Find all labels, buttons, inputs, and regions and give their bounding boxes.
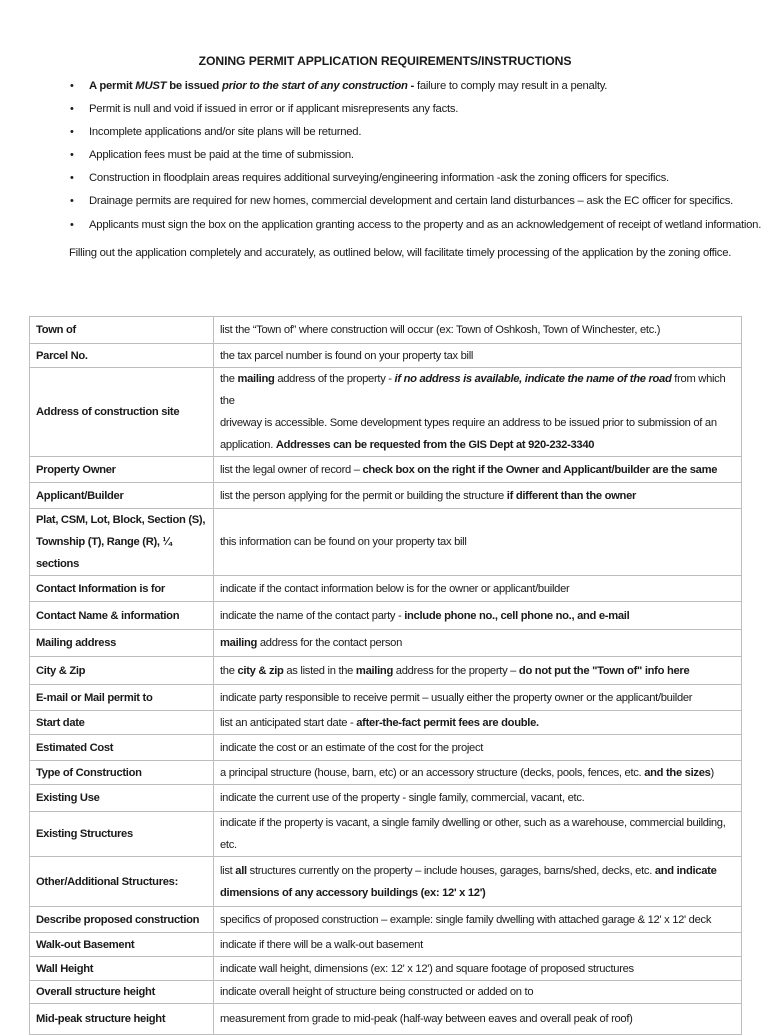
row-label: Overall structure height: [30, 981, 214, 1004]
row-label: Town of: [30, 317, 214, 344]
row-description: the city & zip as listed in the mailing address for the property – do not put the "Town of" info here: [214, 657, 742, 685]
table-row: [30, 981, 742, 1004]
row-description: measurement from grade to mid-peak (half-way between eaves and overall peak of roof): [214, 1004, 742, 1035]
row-description: indicate wall height, dimensions (ex: 12' x 12') and square footage of proposed structures: [214, 957, 742, 981]
table-row: [30, 933, 742, 957]
list-item: • Permit is null and void if issued in error or if applicant misrepresents any facts.: [70, 100, 760, 123]
row-description: indicate the cost or an estimate of the cost for the project: [214, 735, 742, 761]
table-row: [30, 685, 742, 711]
row-description: indicate the current use of the property - single family, commercial, vacant, etc.: [214, 785, 742, 812]
list-item: • A permit MUST be issued prior to the start of any construction - failure to comply may result in a penalty.: [70, 77, 760, 100]
row-description: indicate if the contact information below is for the owner or applicant/builder: [214, 576, 742, 602]
row-label: Parcel No.: [30, 344, 214, 368]
row-label: Applicant/Builder: [30, 483, 214, 509]
requirements-table: [29, 316, 742, 1035]
table-row: [30, 735, 742, 761]
bullet-icon: •: [70, 218, 74, 231]
table-row: [30, 576, 742, 602]
row-description: indicate party responsible to receive permit – usually either the property owner or the applicant/builder: [214, 685, 742, 711]
bullet-icon: •: [70, 195, 74, 208]
table-row: [30, 761, 742, 785]
row-label: Contact Information is for: [30, 576, 214, 602]
row-label: Existing Use: [30, 785, 214, 812]
table-row: [30, 602, 742, 630]
table-row: [30, 457, 742, 483]
row-description: indicate overall height of structure being constructed or added on to: [214, 981, 742, 1004]
row-label: Other/Additional Structures:: [30, 857, 214, 907]
row-label: Existing Structures: [30, 812, 214, 857]
bullet-icon: •: [70, 80, 74, 92]
row-label: Mailing address: [30, 630, 214, 657]
list-item: • Applicants must sign the box on the application granting access to the property and as an acknowledgement of receipt of wetland information.: [70, 216, 760, 239]
table-row: [30, 509, 742, 576]
row-label: Address of construction site: [30, 368, 214, 457]
table-row: [30, 630, 742, 657]
row-label: E-mail or Mail permit to: [30, 685, 214, 711]
list-item: • Construction in floodplain areas requires additional surveying/engineering information -ask the zoning officers for specifics.: [70, 169, 760, 192]
row-label: City & Zip: [30, 657, 214, 685]
row-label: Plat, CSM, Lot, Block, Section (S), Township (T), Range (R), ¼ sections: [30, 509, 214, 576]
list-item: • Drainage permits are required for new homes, commercial development and certain land disturbances – ask the EC officer for specifics.: [70, 192, 760, 215]
row-label: Estimated Cost: [30, 735, 214, 761]
intro-paragraph: Filling out the application completely and accurately, as outlined below, will facilitate timely processing of the application by the zoning office.: [69, 247, 732, 259]
page-title: ZONING PERMIT APPLICATION REQUIREMENTS/INSTRUCTIONS: [198, 54, 572, 68]
table-row: [30, 711, 742, 735]
row-description: a principal structure (house, barn, etc) or an accessory structure (decks, pools, fences, etc. and the sizes): [214, 761, 742, 785]
row-label: Wall Height: [30, 957, 214, 981]
table-row: [30, 657, 742, 685]
row-description: indicate if the property is vacant, a single family dwelling or other, such as a warehouse, commercial building, etc.: [214, 812, 742, 857]
list-item: • Incomplete applications and/or site plans will be returned.: [70, 123, 760, 146]
table-row: [30, 483, 742, 509]
table-row: [30, 857, 742, 907]
table-row: [30, 785, 742, 812]
row-description: list the legal owner of record – check box on the right if the Owner and Applicant/builder are the same: [214, 457, 742, 483]
table-row: [30, 317, 742, 344]
row-description: list an anticipated start date - after-the-fact permit fees are double.: [214, 711, 742, 735]
bullet-icon: •: [70, 103, 74, 116]
row-label: Describe proposed construction: [30, 907, 214, 933]
row-description: list all structures currently on the property – include houses, garages, barns/shed, decks, etc. and indicate dimensions of any accessory buildings (ex: 12' x 12'): [214, 857, 742, 907]
bullet-icon: •: [70, 149, 74, 162]
row-description: the tax parcel number is found on your property tax bill: [214, 344, 742, 368]
row-description: list the “Town of” where construction will occur (ex: Town of Oshkosh, Town of Winchester, etc.): [214, 317, 742, 344]
bullet-icon: •: [70, 172, 74, 185]
row-description: specifics of proposed construction – example: single family dwelling with attached garage & 12' x 12' deck: [214, 907, 742, 933]
row-description: indicate if there will be a walk-out basement: [214, 933, 742, 957]
requirements-list: [70, 77, 760, 239]
table-row: [30, 957, 742, 981]
bullet-icon: •: [70, 126, 74, 139]
row-description: the mailing address of the property - if no address is available, indicate the name of the road from which the driveway is accessible. Some development types require an address to be issued prior to submission of an application. Addresses can be requested from the GIS Dept at 920-232-3340: [214, 368, 742, 457]
row-label: Start date: [30, 711, 214, 735]
table-row: [30, 344, 742, 368]
row-label: Type of Construction: [30, 761, 214, 785]
table-row: [30, 907, 742, 933]
row-label: Contact Name & information: [30, 602, 214, 630]
list-item: • Application fees must be paid at the time of submission.: [70, 146, 760, 169]
table-row: [30, 368, 742, 457]
row-label: Mid-peak structure height: [30, 1004, 214, 1035]
table-row: [30, 1004, 742, 1035]
row-description: list the person applying for the permit or building the structure if different than the owner: [214, 483, 742, 509]
row-description: this information can be found on your property tax bill: [214, 509, 742, 576]
row-description: mailing address for the contact person: [214, 630, 742, 657]
row-description: indicate the name of the contact party - include phone no., cell phone no., and e-mail: [214, 602, 742, 630]
row-label: Walk-out Basement: [30, 933, 214, 957]
row-label: Property Owner: [30, 457, 214, 483]
table-row: [30, 812, 742, 857]
